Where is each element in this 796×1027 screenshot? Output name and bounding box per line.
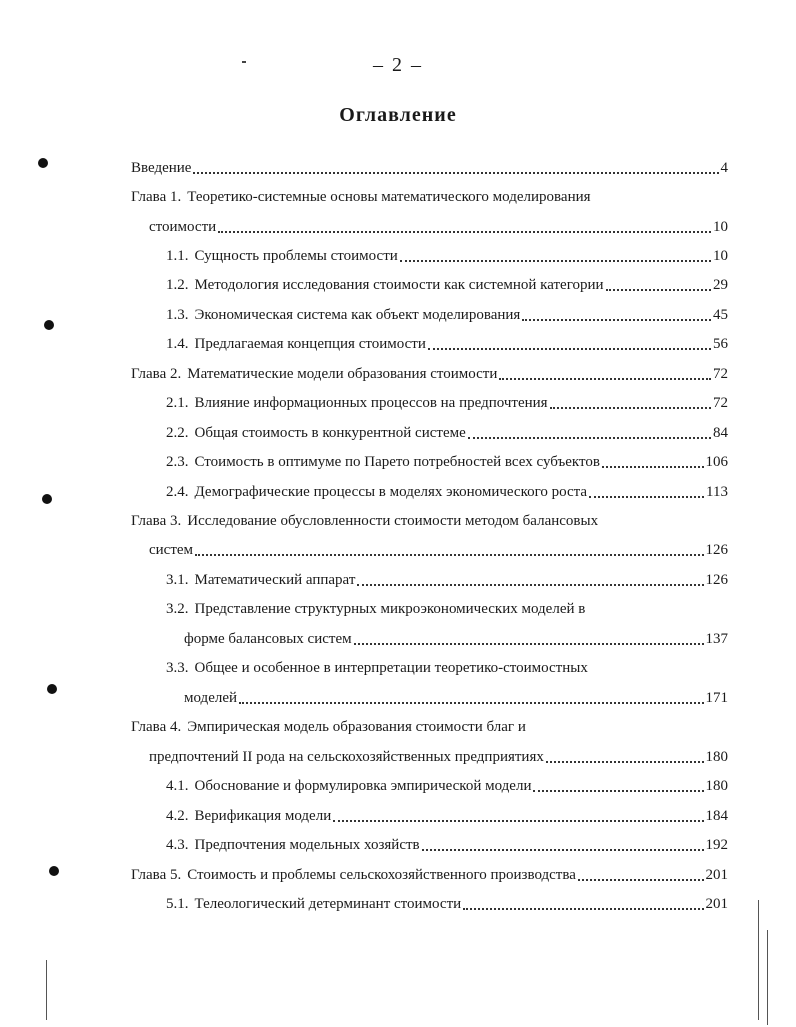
toc-entry-page: 180	[705, 749, 728, 765]
toc-entry-page: 126	[705, 572, 728, 588]
toc-entry-number: 3.2.	[166, 601, 189, 617]
toc-entry[interactable]	[166, 448, 728, 472]
toc-entry-number: 4.1.	[166, 778, 189, 794]
toc-entry-text: Введение	[131, 160, 192, 176]
toc-entry-number: 3.3.	[166, 660, 189, 676]
toc-entry[interactable]	[166, 419, 728, 443]
toc-entry-number: 1.1.	[166, 248, 189, 264]
toc-entry-page: 72	[713, 395, 728, 411]
toc-entry[interactable]	[131, 360, 728, 384]
toc-entry-text: Предлагаемая концепция стоимости	[194, 336, 426, 352]
toc-entry-number: 2.4.	[166, 484, 189, 500]
toc-entry-page: 113	[706, 484, 728, 500]
punch-hole	[38, 158, 48, 168]
toc-entry-number: Глава 2.	[131, 366, 182, 382]
toc-entry-text: Математический аппарат	[194, 572, 356, 588]
toc-entry-page: 10	[713, 248, 728, 264]
leader-dots	[522, 318, 711, 321]
toc-entry-page: 72	[713, 366, 728, 382]
toc-entry-text: моделей	[184, 690, 238, 706]
leader-dots	[468, 436, 711, 439]
leader-dots	[578, 878, 704, 881]
toc-entry-page: 106	[705, 454, 728, 470]
scan-edge-line	[46, 960, 47, 1020]
toc-entry[interactable]	[166, 301, 728, 325]
toc-entry[interactable]	[166, 802, 728, 826]
toc-entry-number: 2.2.	[166, 425, 189, 441]
punch-hole	[42, 494, 52, 504]
toc-entry[interactable]	[184, 684, 728, 708]
leader-dots	[499, 377, 711, 380]
punch-hole	[44, 320, 54, 330]
leader-dots	[422, 848, 704, 851]
toc-entry[interactable]	[166, 271, 728, 295]
leader-dots	[195, 553, 703, 556]
toc-entry[interactable]	[166, 330, 728, 354]
toc-entry-page: 201	[705, 896, 728, 912]
toc-entry-number: 1.4.	[166, 336, 189, 352]
toc-entry-number: 1.3.	[166, 307, 189, 323]
toc-entry-number: 2.3.	[166, 454, 189, 470]
toc-entry-number: Глава 1.	[131, 189, 182, 205]
toc-entry[interactable]	[131, 861, 728, 885]
toc-entry[interactable]	[131, 183, 728, 207]
leader-dots	[550, 406, 711, 409]
leader-dots	[533, 789, 703, 792]
toc-entry-page: 180	[705, 778, 728, 794]
toc-entry-page: 29	[713, 277, 728, 293]
toc-entry[interactable]	[166, 242, 728, 266]
toc-entry[interactable]	[166, 389, 728, 413]
toc-entry[interactable]	[166, 595, 728, 619]
toc-entry-number: 4.3.	[166, 837, 189, 853]
toc-entry[interactable]	[131, 154, 728, 178]
toc-entry[interactable]	[131, 713, 728, 737]
toc-entry[interactable]	[166, 654, 728, 678]
toc-entry-text: Предпочтения модельных хозяйств	[194, 837, 420, 853]
toc-entry-number: 1.2.	[166, 277, 189, 293]
toc-entry-text: Экономическая система как объект моделирования	[194, 307, 521, 323]
toc-entry[interactable]	[166, 772, 728, 796]
toc-entry[interactable]	[131, 507, 728, 531]
toc-entry-number: 4.2.	[166, 808, 189, 824]
toc-entry-text: Методология исследования стоимости как системной категории	[194, 277, 604, 293]
toc-entry-number: Глава 3.	[131, 513, 182, 529]
toc-entry-text: предпочтений II рода на сельскохозяйственных предприятиях	[149, 749, 544, 765]
leader-dots	[357, 583, 703, 586]
toc-entry-text: Эмпирическая модель образования стоимости благ и	[187, 719, 526, 735]
toc-entry-text: Теоретико-системные основы математического моделирования	[187, 189, 591, 205]
scan-edge-line	[767, 930, 768, 1025]
toc-entry-text: Влияние информационных процессов на предпочтения	[194, 395, 548, 411]
toc-title: Оглавление	[339, 104, 457, 126]
punch-hole	[47, 684, 57, 694]
toc-entry-text: Стоимость в оптимуме по Парето потребностей всех субъектов	[194, 454, 600, 470]
leader-dots	[218, 230, 711, 233]
toc-entry-number: 2.1.	[166, 395, 189, 411]
toc-entry-text: Сущность проблемы стоимости	[194, 248, 398, 264]
toc-entry[interactable]	[166, 831, 728, 855]
toc-entry-number: Глава 4.	[131, 719, 182, 735]
toc-entry-page: 137	[705, 631, 728, 647]
toc-entry-text: Общая стоимость в конкурентной системе	[194, 425, 466, 441]
leader-dots	[589, 495, 704, 498]
toc-entry-page: 201	[705, 867, 728, 883]
toc-entry-number: 3.1.	[166, 572, 189, 588]
scan-speck	[242, 61, 246, 63]
toc-entry-text: Представление структурных микроэкономических моделей в	[194, 601, 586, 617]
toc-entry-text: Общее и особенное в интерпретации теоретико-стоимостных	[194, 660, 588, 676]
toc-entry-text: Верификация модели	[194, 808, 332, 824]
scan-edge-line	[758, 900, 759, 1020]
toc-entry-page: 171	[705, 690, 728, 706]
toc-entry-text: Телеологический детерминант стоимости	[194, 896, 462, 912]
leader-dots	[463, 907, 703, 910]
punch-hole	[49, 866, 59, 876]
toc-entry-page: 4	[720, 160, 728, 176]
toc-entry-text: Обоснование и формулировка эмпирической модели	[194, 778, 532, 794]
toc-entry-number: 5.1.	[166, 896, 189, 912]
leader-dots	[428, 347, 711, 350]
toc-entry-page: 56	[713, 336, 728, 352]
toc-entry-text: Исследование обусловленности стоимости методом балансовых	[187, 513, 599, 529]
toc-entry[interactable]	[149, 536, 728, 560]
toc-entry-text: систем	[149, 542, 194, 558]
leader-dots	[602, 465, 704, 468]
toc-entry-page: 45	[713, 307, 728, 323]
toc-entry-text: форме балансовых систем	[184, 631, 352, 647]
toc-entry-text: Математические модели образования стоимости	[187, 366, 498, 382]
toc-entry-number: Глава 5.	[131, 867, 182, 883]
toc-entry[interactable]	[184, 625, 728, 649]
leader-dots	[239, 701, 703, 704]
toc-entry-page: 10	[713, 219, 728, 235]
leader-dots	[354, 642, 704, 645]
toc-entry[interactable]	[149, 213, 728, 237]
toc-entry-page: 84	[713, 425, 728, 441]
leader-dots	[333, 819, 703, 822]
toc-entry[interactable]	[149, 743, 728, 767]
toc-entry[interactable]	[166, 890, 728, 914]
toc-entry-text: Демографические процессы в моделях экономического роста	[194, 484, 588, 500]
leader-dots	[546, 760, 704, 763]
toc-entry-text: Стоимость и проблемы сельскохозяйственного производства	[187, 867, 576, 883]
toc-entry[interactable]	[166, 566, 728, 590]
page-number: – 2 –	[373, 54, 423, 76]
toc-entry[interactable]	[166, 478, 728, 502]
toc-entry-page: 184	[705, 808, 728, 824]
leader-dots	[193, 171, 718, 174]
leader-dots	[400, 259, 711, 262]
leader-dots	[606, 288, 711, 291]
toc-entry-page: 192	[705, 837, 728, 853]
toc-entry-page: 126	[705, 542, 728, 558]
toc-entry-text: стоимости	[149, 219, 217, 235]
